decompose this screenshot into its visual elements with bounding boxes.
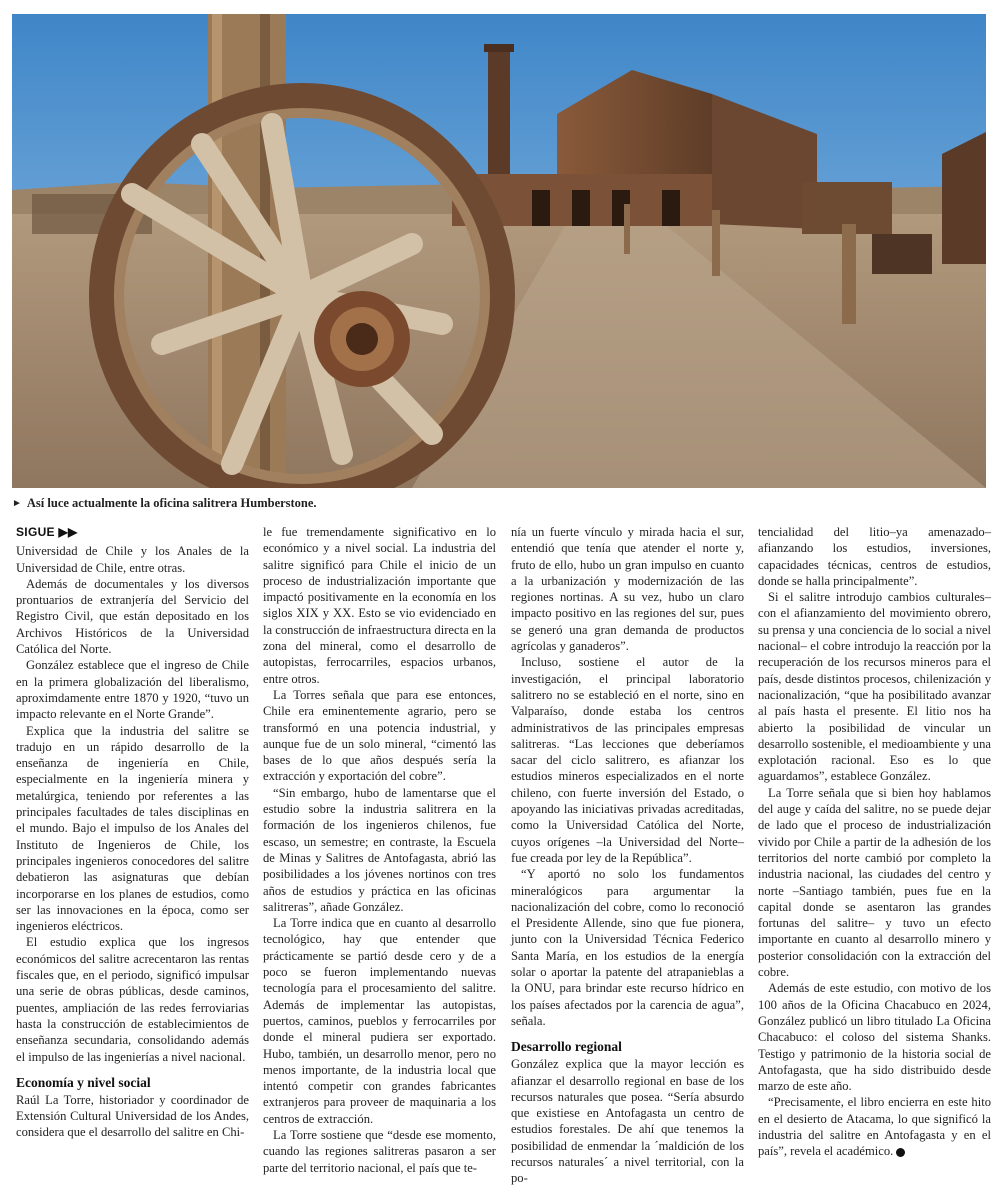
- paragraph: La Torres señala que para ese entonces, Chile era eminentemente agrario, pero se transformó en una potencia industrial, y aunque fue de un solo mineral, “cimentó las bases de lo que años después sería la extracción y exportación del cobre”.: [263, 687, 496, 784]
- paragraph: “Y aportó no solo los fundamentos mineralógicos para argumentar la nacionalización del cobre, como lo reconoció el Presidente Allende, sino que fue pionera, junto con la Universidad Técnica Federico Santa María, en los estudios de la energía solar o aportar la patente del atrapanieblas a la ONU, para brindar este recurso hídrico en los países afectados por la carencia de agua”, señala.: [511, 867, 744, 1028]
- paragraph: Universidad de Chile y los Anales de la Universidad de Chile, entre otras.: [16, 544, 249, 575]
- paragraph: El estudio explica que los ingresos económicos del salitre acrecentaron las rentas fiscales que, en el periodo, significó impulsar una serie de obras públicas, desde caminos, puentes, ampliación de las redes ferroviarias hasta la construcción de establecimientos de enseñanza secundaria, consolidando además el impulso de las ingenierías a nivel nacional.: [16, 935, 249, 1064]
- paragraph: La Torre indica que en cuanto al desarrollo tecnológico, hay que entender que prácticamente se partió desde cero y de a poco se fueron implementando nuevas tecnología para el procesamiento del salitre. Además de implementar las autopistas, puertos, caminos, pueblos y ferrocarriles por donde el mineral pudiera ser exportado. Hubo, también, un desarrollo menor, pero no menos importante, de la industria local que intentó competir con grandes fabricantes extranjeros para proveer de maquinaria a los centros de extracción.: [263, 916, 496, 1126]
- closing-paragraph-text: “Precisamente, el libro encierra en este hito en el desierto de Atacama, lo que significó la industria del salitre en Antofagasta y en el país”, revela el académico.: [758, 1095, 991, 1159]
- article-column-1: [16, 524, 249, 1141]
- paragraph: Si el salitre introdujo cambios culturales–con el afianzamiento del movimiento obrero, su prensa y una conciencia de lo social a nivel nacional– el cobre introdujo la reacción por la recuperación de los recursos mineros para el país, desde distintos procesos, chilenización y nacionalización, “que ha posibilitado avanzar al país hasta el presente. El litio nos ha abierto la posibilidad de vincular un desarrollo sostenible, el medioambiente y una explotación racional. Eso es lo que aguardamos”, establece González.: [758, 590, 991, 784]
- photo-caption: [12, 494, 986, 512]
- paragraph: nía un fuerte vínculo y mirada hacia el sur, entendió que tenía que atender el norte y, fruto de ello, hubo un gran impulso en cuanto a la urbanización y modernización de las regiones nortinas. A su vez, hubo un claro impacto positivo en las regiones del sur, pues se generó una gran demanda de productos agrícolas y ganaderos”.: [511, 525, 744, 654]
- end-of-article-icon: [896, 1148, 905, 1157]
- section-heading: Desarrollo regional: [511, 1039, 622, 1055]
- paragraph: La Torre sostiene que “desde ese momento, cuando las regiones salitreras pasaron a ser parte del territorio nacional, el país que te-: [263, 1127, 496, 1175]
- paragraph: [758, 1094, 991, 1159]
- sigue-label: SIGUE ▶▶: [16, 525, 78, 539]
- paragraph: Incluso, sostiene el autor de la investigación, el principal laboratorio salitrero no se estableció en el norte, sino en Valparaíso, donde estaba los centros administrativos de las principales empresas salitreras. “Las lecciones que deberíamos sacar del ciclo salitrero, es afianzar los estudios mineros especializados en el norte chileno, con fuerte inversión del Estado, o apoyando las iniciativas privadas acreditadas, como la Universidad Católica del Norte, cuyos orígenes –la Universidad del Norte– fue creada por ley de la República”.: [511, 655, 744, 865]
- paragraph: González explica que la mayor lección es afianzar el desarrollo regional en base de los recursos naturales que posea. “Sería absurdo que existiese en Antofagasta un centro de estudios forestales. De ahí que tenemos la posibilidad de enmendar la ´maldición de los recursos naturales´ a nivel territorial, con la po-: [511, 1057, 744, 1186]
- humberstone-photo: [12, 14, 986, 488]
- section-heading: Economía y nivel social: [16, 1074, 151, 1090]
- article-column-3: [511, 524, 744, 1187]
- caption-marker: ►: [12, 497, 22, 509]
- paragraph: tencialidad del litio–ya amenazado– afianzando los estudios, inversiones, capacidades técnicas, centros de estudios, donde se halla principalmente”.: [758, 525, 991, 588]
- wooden-post: [842, 224, 856, 324]
- caption-text: Así luce actualmente la oficina salitrera Humberstone.: [26, 495, 317, 510]
- paragraph: Raúl La Torre, historiador y coordinador de Extensión Cultural Universidad de los Andes, considera que el desarrollo del salitre en Chi-: [16, 1092, 249, 1140]
- paragraph: Además de este estudio, con motivo de los 100 años de la Oficina Chacabuco en 2024, González publicó un libro titulado La Oficina Chacabuco: el coloso del sistema Shanks. Testigo y patrimonio de la historia social de Antofagasta, que ha sido distribuido desde marzo de este año.: [758, 981, 991, 1094]
- photo-illustration: [12, 14, 986, 488]
- article-column-2: [263, 524, 496, 1176]
- paragraph: le fue tremendamente significativo en lo económico y a nivel social. La industria del salitre significó para Chile el inicio de un proceso de industrialización importante que impactó positivamente en la economía en los siglos XIX y XX. Esto se vio evidenciado en la construcción de infraestructura directa en la zona del mineral, como el desarrollo de autopistas, ferrocarriles, espacios urbanos, entre otros.: [263, 525, 496, 686]
- article-column-4: [758, 524, 991, 1160]
- paragraph: Explica que la industria del salitre se tradujo en un rápido desarrollo de la enseñanza de ingeniería en Chile, especialmente en la ingeniería minera y metalúrgica, teniendo por referentes a las principales facultades de tales disciplinas en el mundo. Bajo el impulso de los Anales del Instituto de Ingenieros de Chile, los principales ingenieros conocedores del salitre debatieron las asignaturas que debían incorporarse en los planes de estudios, como ser las innovaciones en la época, como ser ingenieros eléctricos.: [16, 723, 249, 934]
- paragraph: Además de documentales y los diversos prontuarios de extranjería del Servicio del Registro Civil, que están depositado en los Archivos Históricos de la Universidad Católica del Norte.: [16, 576, 249, 657]
- paragraph: La Torre señala que si bien hoy hablamos del auge y caída del salitre, no se puede dejar de lado que el proceso de industrialización vivido por Chile a partir de la adhesión de los territorios del norte cambió por completo la industria nacional, las ciudades del centro y norte –Santiago también, pues fue en la capital donde se asentaron las grandes fortunas del salitre– y tuvo un efecto importante en cuanto al desarrollo minero y posterior consolidación con la extracción del cobre.: [758, 785, 991, 980]
- paragraph: “Sin embargo, hubo de lamentarse que el estudio sobre la industria salitrera en la formación de los ingenieros chilenos, fue escaso, un semestre; en contraste, la Escuela de Minas y Salitres de Antofagasta, abrió las posibilidades a los jóvenes nortinos con tres años de estudios y práctica en las oficinas salitreras”, añade González.: [263, 785, 496, 914]
- paragraph: González establece que el ingreso de Chile en la primera globalización del liberalismo, aproximdamente entre 1870 y 1920, “tuvo un impacto relevante en el Norte Grande”.: [16, 658, 249, 722]
